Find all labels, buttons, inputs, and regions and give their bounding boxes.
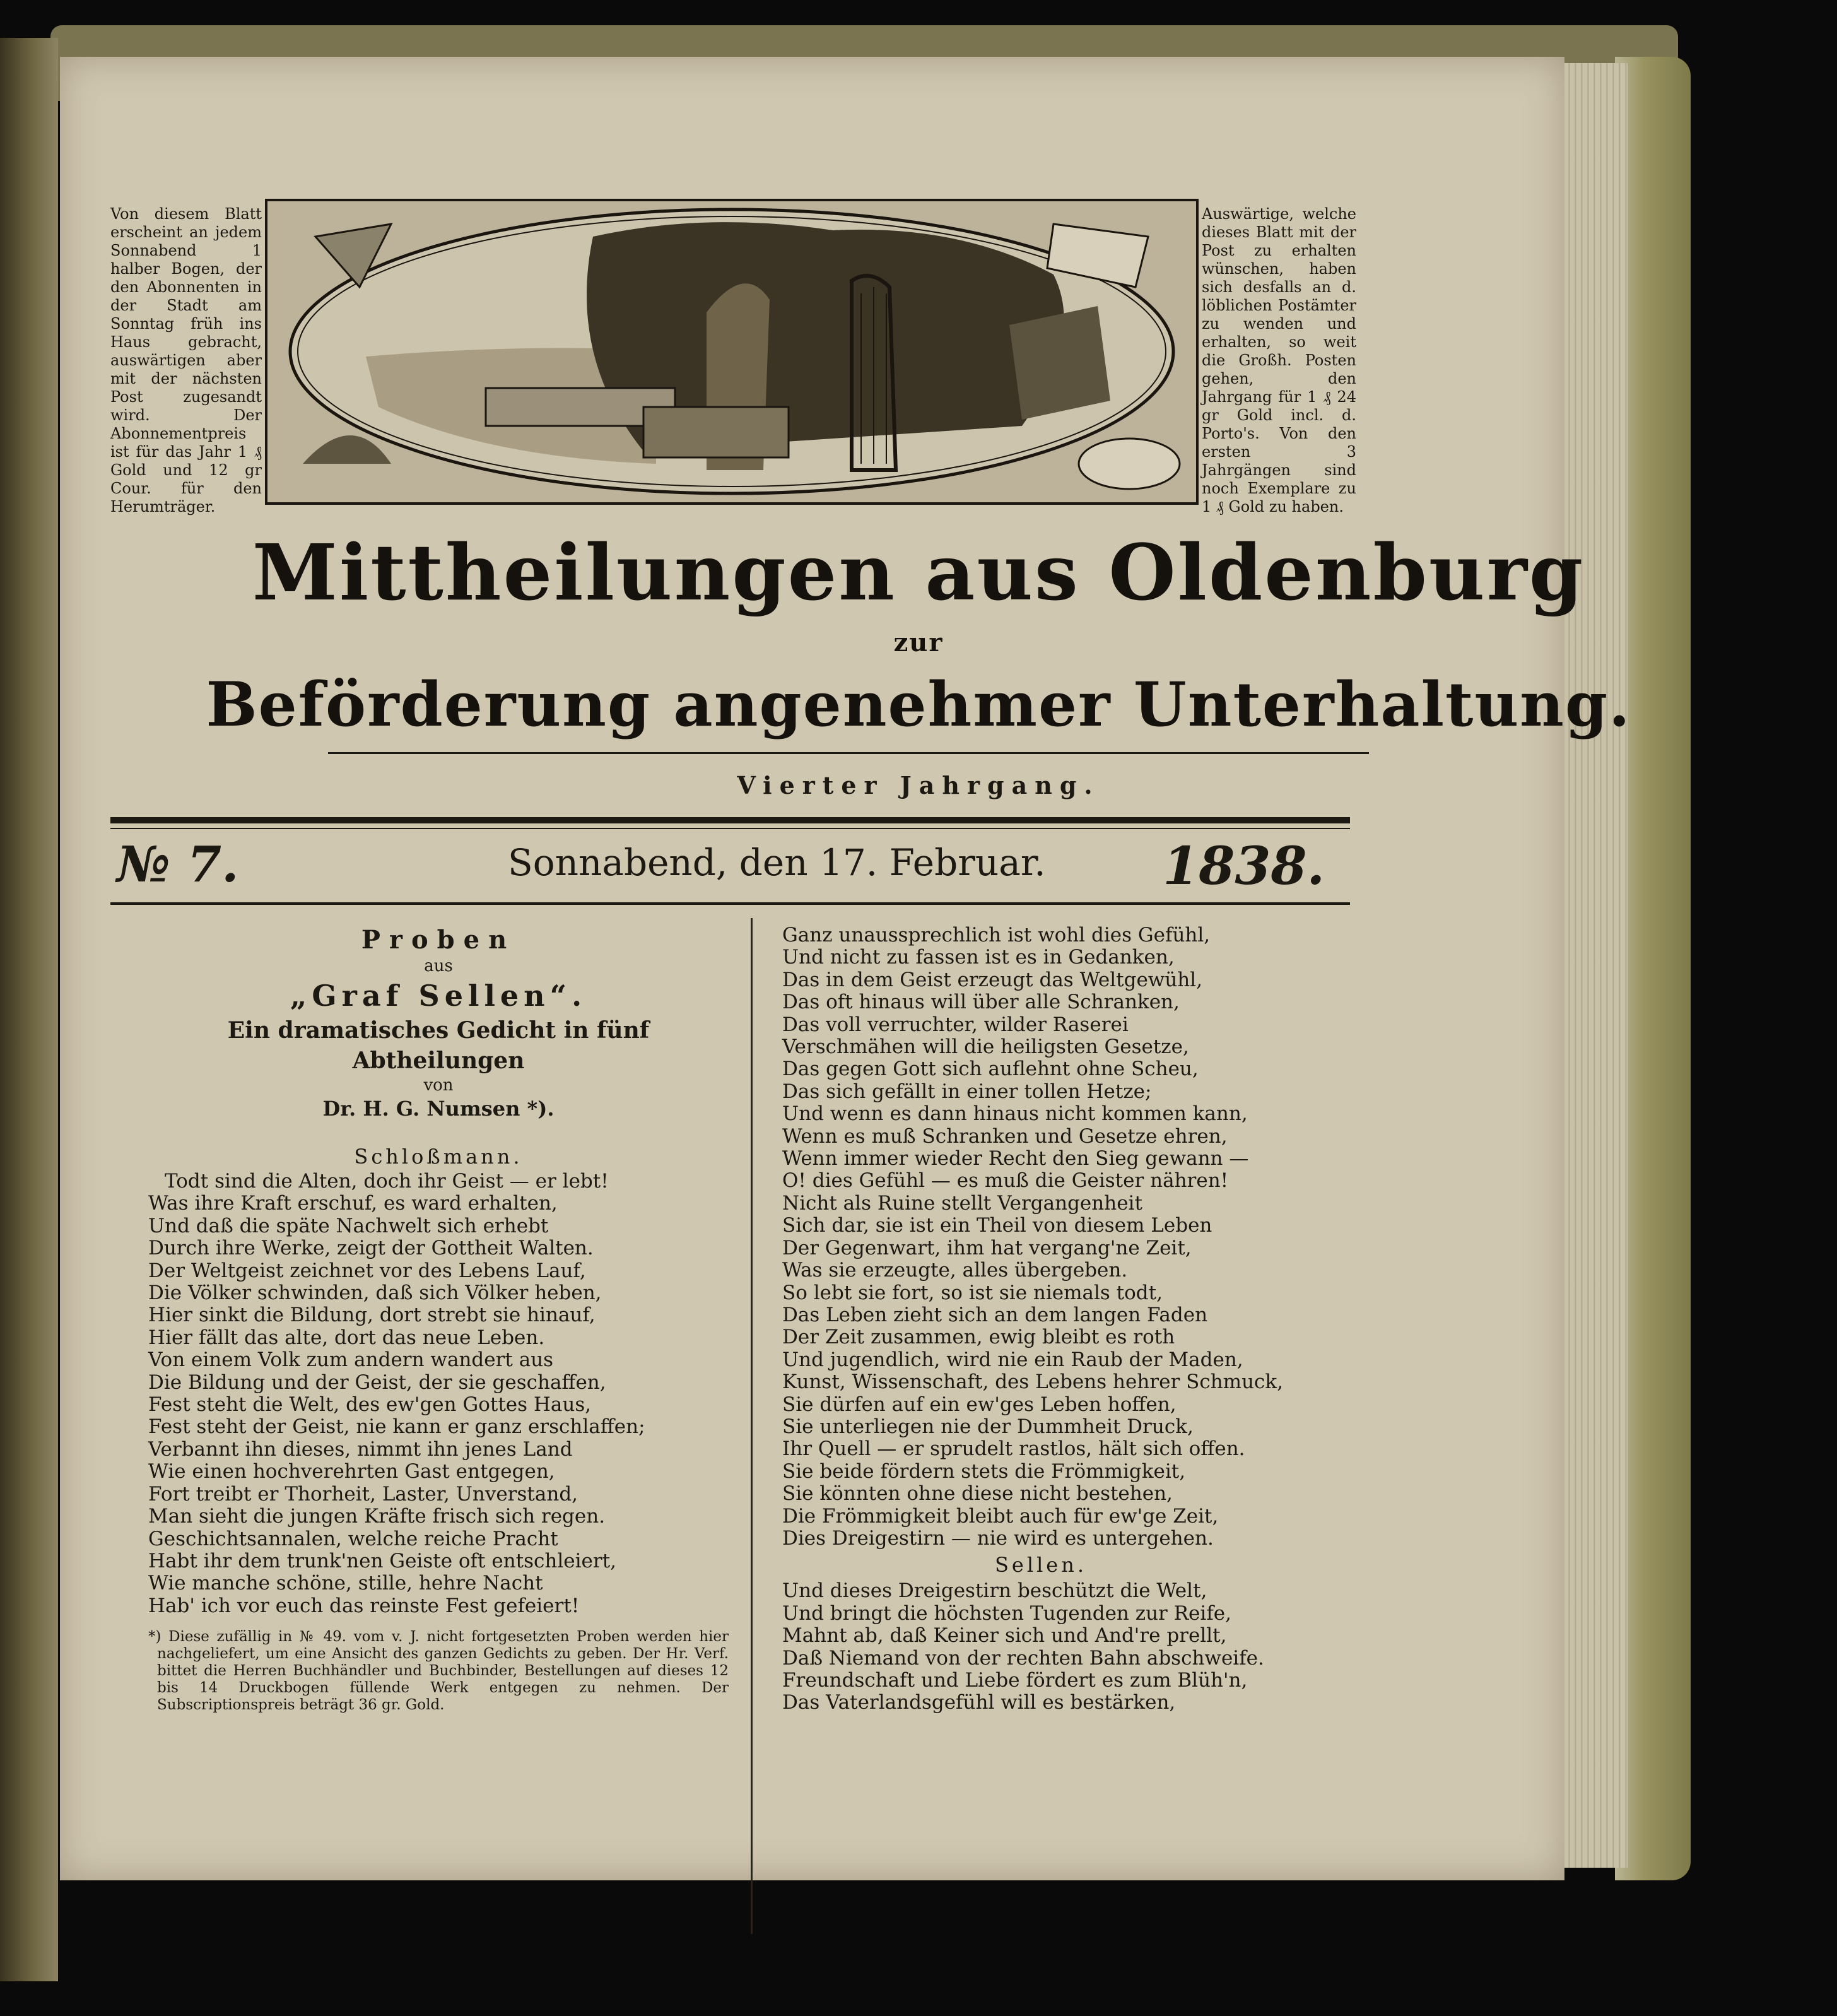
- verse-line: Das voll verruchter, wilder Raserei: [782, 1013, 1129, 1036]
- verse-line: Wenn immer wieder Recht den Sieg gewann —: [782, 1147, 1249, 1170]
- verse-line: Und wenn es dann hinaus nicht kommen kann,: [782, 1102, 1248, 1126]
- verse-line: Sie dürfen auf ein ew'ges Leben hoffen,: [782, 1393, 1177, 1416]
- newspaper-title: Mittheilungen aus Oldenburg: [252, 527, 1585, 618]
- verse-line: Nicht als Ruine stellt Vergangenheit: [782, 1191, 1142, 1215]
- title-connector: zur: [893, 628, 944, 657]
- issue-number: № 7.: [117, 836, 239, 893]
- verse-line: Die Frömmigkeit bleibt auch für ew'ge Zeit,: [782, 1504, 1219, 1528]
- verse-line: Der Weltgeist zeichnet vor des Lebens Lauf,: [148, 1259, 586, 1282]
- verse-line: Das Vaterlandsgefühl will es bestärken,: [782, 1691, 1176, 1714]
- issue-line: [114, 836, 1350, 897]
- verse-line: Wie einen hochverehrten Gast entgegen,: [148, 1460, 555, 1483]
- verse-line: Verschmähen will die heiligsten Gesetze,: [782, 1035, 1189, 1059]
- header-rule-thin: [110, 828, 1350, 829]
- verse-block-right: [782, 924, 1300, 1550]
- verse-line: Die Bildung und der Geist, der sie geschaffen,: [148, 1371, 606, 1394]
- verse-line: Durch ihre Werke, zeigt der Gottheit Walten.: [148, 1237, 594, 1260]
- verse-line: Kunst, Wissenschaft, des Lebens hehrer Schmuck,: [782, 1371, 1284, 1394]
- verse-line: Freundschaft und Liebe fördert es zum Blüh'n,: [782, 1669, 1248, 1692]
- column-divider: [751, 918, 753, 1934]
- verse-block-right-2: [782, 1580, 1300, 1714]
- byline-von: von: [423, 1076, 454, 1095]
- verse-line: O! dies Gefühl — es muß die Geister nähren!: [782, 1169, 1229, 1193]
- article-heading: Proben: [361, 925, 516, 955]
- subscription-notice-left: Von diesem Blatt erscheint an jedem Sonnabend 1 halber Bogen, der den Abonnenten in der Stadt am Sonntag früh ins Haus gebracht, auswärtigen aber mit der nächsten Post zugesandt wird. Der Abonnementpreis ist für das Jahr 1 ₰ Gold und 12 gr Cour. für den Herumträger.: [110, 205, 262, 516]
- verse-line: Fest steht der Geist, nie kann er ganz erschlaffen;: [148, 1415, 645, 1439]
- verse-line: Das Leben zieht sich an dem langen Faden: [782, 1303, 1208, 1326]
- speaker-name: Schloßmann.: [354, 1145, 523, 1169]
- verse-line: Von einem Volk zum andern wandert aus: [148, 1348, 554, 1372]
- verse-line: Und dieses Dreigestirn beschützt die Welt,: [782, 1579, 1207, 1603]
- verse-line: Das oft hinaus will über alle Schranken,: [782, 991, 1180, 1014]
- verse-line: So lebt sie fort, so ist sie niemals todt,: [782, 1281, 1163, 1304]
- verse-line: Ganz unaussprechlich ist wohl dies Gefühl,: [782, 924, 1211, 946]
- newspaper-subtitle: Beförderung angenehmer Unterhaltung.: [206, 669, 1631, 740]
- author-name: Dr. H. G. Numsen *).: [322, 1097, 555, 1121]
- verse-line: Das gegen Gott sich auflehnt ohne Scheu,: [782, 1058, 1199, 1081]
- verse-line: Verbannt ihn dieses, nimmt ihn jenes Land: [148, 1437, 573, 1461]
- right-column: [782, 924, 1300, 1714]
- verse-line: Geschichtsannalen, welche reiche Pracht: [148, 1527, 558, 1550]
- footnote: *) Diese zufällig in № 49. vom v. J. nicht fortgesetzten Proben werden hier nachgeliefert, um eine Ansicht des ganzen Gedichts zu geben. Der Hr. Verf. bittet die Herren Buchhändler und Buchbinder, Bestellungen auf dieses 12 bis 14 Druckbogen füllende Werk entgegen zu nehmen. Der Subscriptionspreis beträgt 36 gr. Gold.: [148, 1629, 729, 1714]
- verse-line: Todt sind die Alten, doch ihr Geist — er lebt!: [165, 1170, 609, 1193]
- verse-line: Mahnt ab, daß Keiner sich und And're prellt,: [782, 1624, 1227, 1648]
- volume-label: Vierter Jahrgang.: [737, 771, 1100, 799]
- verse-line: Hier sinkt die Bildung, dort strebt sie hinauf,: [148, 1304, 596, 1327]
- verse-line: Und nicht zu fassen ist es in Gedanken,: [782, 946, 1175, 969]
- article-heading-aus: aus: [424, 957, 453, 976]
- work-title: „Graf Sellen“.: [290, 979, 587, 1013]
- verse-line: Daß Niemand von der rechten Bahn abschweife.: [782, 1646, 1264, 1670]
- issue-date: Sonnabend, den 17. Februar.: [508, 841, 1046, 884]
- verse-line: Was ihre Kraft erschuf, es ward erhalten,: [148, 1192, 558, 1215]
- issue-rule: [110, 902, 1350, 905]
- verse-block-left: [148, 1170, 729, 1617]
- left-column: [148, 924, 729, 1714]
- subscription-notice-right: Auswärtige, welche dieses Blatt mit der Post zu erhalten wünschen, haben sich desfalls an d. löblichen Postämter zu wenden und erhalten, so weit die Großh. Posten gehen, den Jahrgang für 1 ₰ 24 gr Gold incl. d. Porto's. Von den ersten 3 Jahrgängen sind noch Exemplare zu 1 ₰ Gold zu haben.: [1202, 205, 1356, 516]
- header-rule-thick: [110, 817, 1350, 823]
- verse-line: Fort treibt er Thorheit, Laster, Unverstand,: [148, 1482, 578, 1506]
- speaker-name: Sellen.: [994, 1553, 1088, 1577]
- verse-line: Was sie erzeugte, alles übergeben.: [782, 1259, 1128, 1282]
- verse-line: Wie manche schöne, stille, hehre Nacht: [148, 1572, 543, 1595]
- verse-line: Man sieht die jungen Kräfte frisch sich regen.: [148, 1505, 606, 1528]
- verse-line: Dies Dreigestirn — nie wird es untergehen.: [782, 1526, 1214, 1550]
- verse-line: Und jugendlich, wird nie ein Raub der Maden,: [782, 1348, 1243, 1371]
- verse-line: Sich dar, sie ist ein Theil von diesem Leben: [782, 1214, 1212, 1237]
- verse-line: Sie könnten ohne diese nicht bestehen,: [782, 1482, 1173, 1506]
- verse-line: Der Zeit zusammen, ewig bleibt es roth: [782, 1326, 1175, 1349]
- verse-line: Die Völker schwinden, daß sich Völker heben,: [148, 1282, 602, 1305]
- verse-line: Das in dem Geist erzeugt das Weltgewühl,: [782, 968, 1203, 991]
- book-cover-left: [0, 38, 58, 1981]
- verse-line: Hab' ich vor euch das reinste Fest gefeiert!: [148, 1594, 580, 1617]
- verse-line: Sie unterliegen nie der Dummheit Druck,: [782, 1415, 1194, 1438]
- title-rule: [328, 752, 1369, 754]
- verse-line: Ihr Quell — er sprudelt rastlos, hält sich offen.: [782, 1437, 1245, 1461]
- engraving-landscape-icon: [265, 199, 1199, 505]
- verse-line: Habt ihr dem trunk'nen Geiste oft entschleiert,: [148, 1549, 617, 1572]
- page-edges: [1558, 63, 1628, 1868]
- verse-line: Sie beide fördern stets die Frömmigkeit,: [782, 1459, 1186, 1483]
- verse-line: Das sich gefällt in einer tollen Hetze;: [782, 1080, 1152, 1103]
- verse-line: Und bringt die höchsten Tugenden zur Reife,: [782, 1601, 1231, 1625]
- verse-line: Wenn es muß Schranken und Gesetze ehren,: [782, 1124, 1228, 1148]
- verse-line: Fest steht die Welt, des ew'gen Gottes Haus,: [148, 1393, 592, 1417]
- issue-year: 1838.: [1163, 836, 1325, 897]
- verse-line: Hier fällt das alte, dort das neue Leben.: [148, 1326, 545, 1349]
- verse-line: Der Gegenwart, ihm hat vergang'ne Zeit,: [782, 1236, 1192, 1259]
- verse-line: Und daß die späte Nachwelt sich erhebt: [148, 1214, 549, 1237]
- work-subtitle: Ein dramatisches Gedicht in fünf Abtheilungen: [227, 1017, 650, 1074]
